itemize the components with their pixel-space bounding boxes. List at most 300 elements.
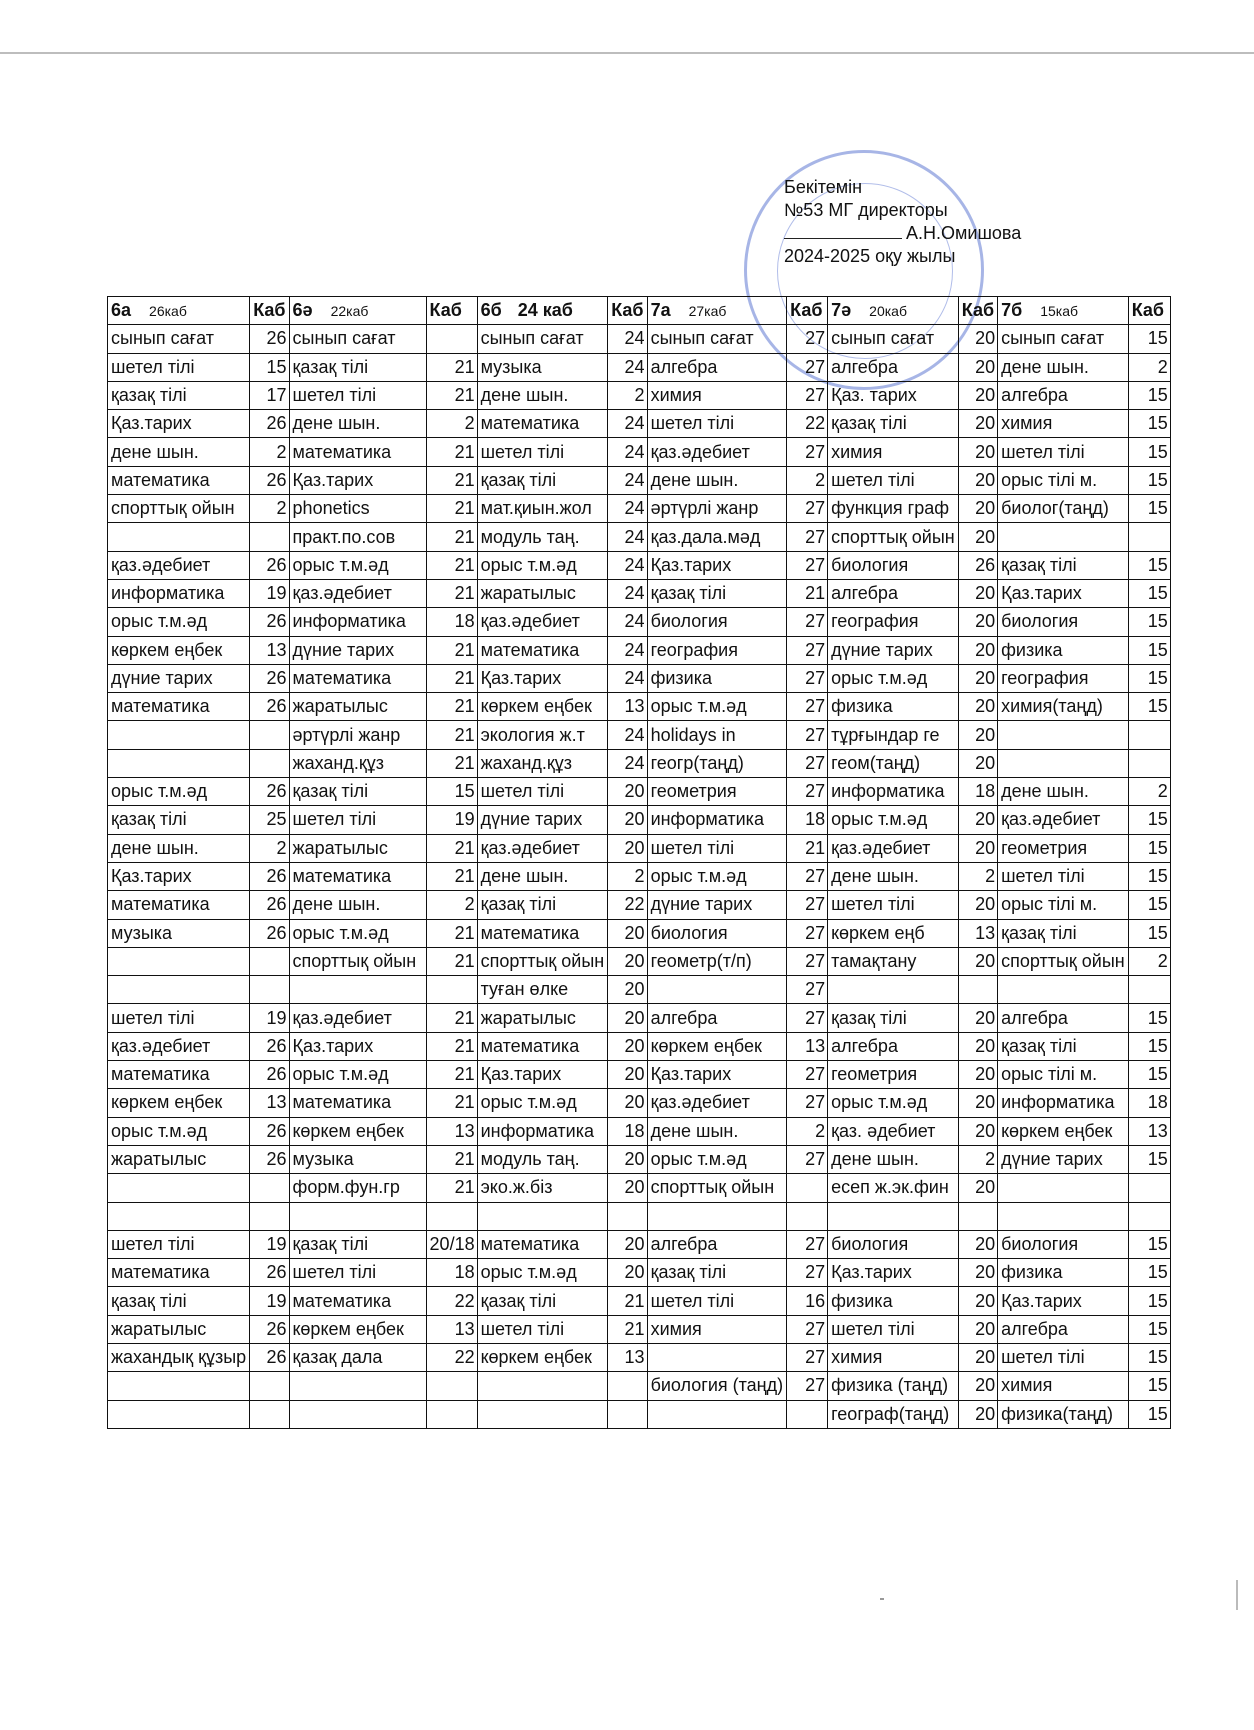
subject-cell: орыс тілі м. [998, 466, 1129, 494]
subject-cell: сынып сағат [289, 325, 426, 353]
room-cell: 20 [608, 806, 647, 834]
subject-cell: қаз.дала.мәд [647, 523, 787, 551]
room-cell: 27 [787, 438, 828, 466]
schedule-row [108, 1061, 1171, 1089]
header-class-6b: 6б 24 каб [477, 297, 608, 325]
subject-cell: химия [647, 1315, 787, 1343]
room-cell: 27 [787, 919, 828, 947]
schedule-row [108, 353, 1171, 381]
header-class-7a: 7а 27каб [647, 297, 787, 325]
subject-cell: қазақ тілі [477, 1287, 608, 1315]
room-cell [1128, 1174, 1170, 1202]
subject-cell: жаратылыс [289, 834, 426, 862]
room-cell [250, 1174, 289, 1202]
schedule-row [108, 749, 1171, 777]
room-cell: 27 [787, 664, 828, 692]
room-cell: 26 [250, 1061, 289, 1089]
room-cell: 21 [426, 551, 477, 579]
room-cell: 2 [426, 410, 477, 438]
room-cell: 27 [787, 1089, 828, 1117]
room-cell: 13 [426, 1117, 477, 1145]
subject-cell: көркем еңбек [477, 693, 608, 721]
room-cell [1128, 1202, 1170, 1230]
room-cell: 20 [958, 834, 997, 862]
room-cell: 27 [787, 1259, 828, 1287]
room-cell [250, 749, 289, 777]
subject-cell: көркем еңбек [647, 1032, 787, 1060]
subject-cell: сынып сағат [477, 325, 608, 353]
subject-cell: алгебра [647, 1230, 787, 1258]
subject-cell: химия [828, 1343, 959, 1371]
schedule-row [108, 1372, 1171, 1400]
subject-cell [108, 721, 250, 749]
subject-cell: физика [647, 664, 787, 692]
subject-cell: орыс т.м.әд [108, 608, 250, 636]
subject-cell: көркем еңбек [477, 1343, 608, 1371]
room-cell: 2 [787, 1117, 828, 1145]
subject-cell: орыс т.м.әд [108, 1117, 250, 1145]
room-cell: 20 [958, 1400, 997, 1428]
room-cell: 24 [608, 410, 647, 438]
room-cell [426, 1372, 477, 1400]
room-cell: 26 [958, 551, 997, 579]
room-cell: 15 [1128, 636, 1170, 664]
room-cell: 2 [608, 381, 647, 409]
room-cell: 20 [608, 778, 647, 806]
room-cell: 22 [426, 1343, 477, 1371]
room-cell: 21 [426, 381, 477, 409]
room-cell: 20 [958, 381, 997, 409]
room-cell: 27 [787, 523, 828, 551]
approval-year: 2024-2025 оқу жылы [784, 246, 956, 266]
subject-cell: география [647, 636, 787, 664]
room-cell: 21 [426, 579, 477, 607]
room-cell: 20/18 [426, 1230, 477, 1258]
subject-cell [998, 523, 1129, 551]
room-cell: 20 [958, 664, 997, 692]
subject-cell: алгебра [828, 353, 959, 381]
subject-cell: математика [289, 664, 426, 692]
room-cell [426, 325, 477, 353]
room-cell: 24 [608, 325, 647, 353]
room-cell: 26 [250, 862, 289, 890]
subject-cell [828, 976, 959, 1004]
subject-cell [477, 1202, 608, 1230]
subject-cell: математика [477, 1230, 608, 1258]
room-cell [787, 1174, 828, 1202]
room-cell: 27 [787, 353, 828, 381]
subject-cell: форм.фун.гр [289, 1174, 426, 1202]
subject-cell: шетел тілі [289, 381, 426, 409]
header-class-6a: 6а 26каб [108, 297, 250, 325]
subject-cell: шетел тілі [647, 410, 787, 438]
subject-cell: модуль таң. [477, 523, 608, 551]
schedule-row [108, 1032, 1171, 1060]
room-cell: 20 [958, 1230, 997, 1258]
subject-cell: шетел тілі [998, 438, 1129, 466]
room-cell: 21 [426, 664, 477, 692]
room-cell: 24 [608, 438, 647, 466]
room-cell: 15 [1128, 693, 1170, 721]
subject-cell: қазақ тілі [828, 1004, 959, 1032]
room-cell: 27 [787, 1372, 828, 1400]
room-cell: 15 [1128, 551, 1170, 579]
schedule-row [108, 976, 1171, 1004]
subject-cell: қазақ тілі [289, 1230, 426, 1258]
subject-cell: дене шын. [289, 891, 426, 919]
room-cell: 15 [1128, 438, 1170, 466]
room-cell: 27 [787, 495, 828, 523]
subject-cell: әртүрлі жанр [647, 495, 787, 523]
room-cell: 2 [1128, 947, 1170, 975]
room-cell: 27 [787, 1315, 828, 1343]
room-cell: 20 [608, 976, 647, 1004]
subject-cell [998, 721, 1129, 749]
room-cell: 21 [426, 1032, 477, 1060]
room-cell [1128, 721, 1170, 749]
subject-cell: шетел тілі [108, 1004, 250, 1032]
room-cell [250, 1372, 289, 1400]
room-cell: 24 [608, 466, 647, 494]
room-cell: 27 [787, 862, 828, 890]
room-cell: 15 [1128, 664, 1170, 692]
room-cell: 2 [787, 466, 828, 494]
signature-line [784, 224, 902, 239]
room-cell [250, 976, 289, 1004]
room-cell: 18 [787, 806, 828, 834]
room-cell [426, 1202, 477, 1230]
schedule-row [108, 919, 1171, 947]
subject-cell [998, 1202, 1129, 1230]
subject-cell: информатика [828, 778, 959, 806]
subject-cell: Қаз.тарих [828, 1259, 959, 1287]
subject-cell: спорттық ойын [828, 523, 959, 551]
schedule-row [108, 1343, 1171, 1371]
room-cell: 13 [608, 693, 647, 721]
subject-cell: информатика [108, 579, 250, 607]
room-cell: 20 [958, 466, 997, 494]
subject-cell: дене шын. [998, 353, 1129, 381]
room-cell: 19 [426, 806, 477, 834]
subject-cell: мат.қиын.жол [477, 495, 608, 523]
room-cell: 21 [426, 353, 477, 381]
room-cell: 26 [250, 1117, 289, 1145]
subject-cell: математика [477, 636, 608, 664]
approval-name: А.Н.Омишова [906, 223, 1022, 243]
subject-cell: математика [289, 438, 426, 466]
subject-cell: алгебра [998, 1315, 1129, 1343]
subject-cell: математика [289, 862, 426, 890]
room-cell: 21 [426, 1061, 477, 1089]
room-cell: 24 [608, 636, 647, 664]
subject-cell: Қаз.тарих [108, 862, 250, 890]
header-room: Каб [426, 297, 477, 325]
subject-cell: химия(таңд) [998, 693, 1129, 721]
room-cell: 26 [250, 1315, 289, 1343]
room-cell: 19 [250, 579, 289, 607]
subject-cell: информатика [477, 1117, 608, 1145]
subject-cell: спорттық ойын [108, 495, 250, 523]
subject-cell: математика [477, 919, 608, 947]
room-cell: 15 [1128, 579, 1170, 607]
subject-cell: қаз.әдебиет [289, 579, 426, 607]
room-cell: 15 [1128, 834, 1170, 862]
room-cell: 20 [958, 749, 997, 777]
room-cell: 19 [250, 1287, 289, 1315]
room-cell: 21 [426, 1004, 477, 1032]
subject-cell [108, 976, 250, 1004]
subject-cell [108, 1202, 250, 1230]
schedule-row [108, 410, 1171, 438]
room-cell: 13 [250, 636, 289, 664]
room-cell: 21 [426, 523, 477, 551]
subject-cell: эко.ж.біз [477, 1174, 608, 1202]
subject-cell: қазақ тілі [998, 919, 1129, 947]
room-cell [250, 1202, 289, 1230]
subject-cell: қазақ тілі [647, 579, 787, 607]
subject-cell: дүние тарих [647, 891, 787, 919]
subject-cell: көркем еңб [828, 919, 959, 947]
subject-cell: геометрия [998, 834, 1129, 862]
room-cell: 16 [787, 1287, 828, 1315]
room-cell: 26 [250, 466, 289, 494]
schedule-row [108, 551, 1171, 579]
room-cell: 27 [787, 636, 828, 664]
subject-cell: музыка [289, 1145, 426, 1173]
room-cell: 20 [958, 579, 997, 607]
subject-cell: биология [998, 608, 1129, 636]
subject-cell: алгебра [828, 1032, 959, 1060]
subject-cell: дене шын. [477, 862, 608, 890]
room-cell: 21 [426, 721, 477, 749]
subject-cell: Қаз.тарих [647, 551, 787, 579]
room-cell: 24 [608, 608, 647, 636]
subject-cell: экология ж.т [477, 721, 608, 749]
room-cell: 20 [608, 1259, 647, 1287]
room-cell: 21 [426, 1145, 477, 1173]
approval-block [784, 176, 1084, 268]
schedule-row [108, 636, 1171, 664]
schedule-row [108, 1117, 1171, 1145]
room-cell [608, 1400, 647, 1428]
subject-cell: математика [108, 1061, 250, 1089]
room-cell: 20 [958, 1315, 997, 1343]
room-cell: 27 [787, 1061, 828, 1089]
schedule-row [108, 579, 1171, 607]
subject-cell: қазақ тілі [108, 806, 250, 834]
schedule-row [108, 1287, 1171, 1315]
subject-cell: алгебра [998, 1004, 1129, 1032]
subject-cell: орыс тілі м. [998, 891, 1129, 919]
subject-cell: дене шын. [108, 834, 250, 862]
room-cell: 15 [1128, 1372, 1170, 1400]
subject-cell: жаханд.құз [477, 749, 608, 777]
subject-cell: holidays in [647, 721, 787, 749]
schedule-row [108, 721, 1171, 749]
room-cell: 24 [608, 579, 647, 607]
subject-cell: биология [828, 1230, 959, 1258]
subject-cell: химия [998, 1372, 1129, 1400]
subject-cell: орыс т.м.әд [828, 806, 959, 834]
subject-cell: геогр(таңд) [647, 749, 787, 777]
subject-cell: қаз.әдебиет [828, 834, 959, 862]
subject-cell: орыс т.м.әд [647, 862, 787, 890]
room-cell: 15 [250, 353, 289, 381]
room-cell: 27 [787, 778, 828, 806]
subject-cell: орыс т.м.әд [289, 551, 426, 579]
room-cell: 2 [608, 862, 647, 890]
room-cell: 20 [958, 410, 997, 438]
room-cell: 21 [426, 1089, 477, 1117]
schedule-row [108, 1202, 1171, 1230]
subject-cell: орыс т.м.әд [289, 1061, 426, 1089]
room-cell: 21 [426, 862, 477, 890]
room-cell: 21 [787, 579, 828, 607]
schedule-table [107, 296, 1171, 1429]
room-cell: 15 [1128, 891, 1170, 919]
subject-cell: информатика [998, 1089, 1129, 1117]
room-cell: 20 [608, 919, 647, 947]
room-cell [250, 947, 289, 975]
subject-cell: сынып сағат [647, 325, 787, 353]
room-cell: 27 [787, 325, 828, 353]
subject-cell: орыс тілі м. [998, 1061, 1129, 1089]
subject-cell: көркем еңбек [108, 1089, 250, 1117]
room-cell: 20 [958, 1174, 997, 1202]
schedule-row [108, 381, 1171, 409]
room-cell [608, 1202, 647, 1230]
room-cell: 18 [608, 1117, 647, 1145]
room-cell: 2 [958, 1145, 997, 1173]
subject-cell: музыка [477, 353, 608, 381]
room-cell: 15 [1128, 1004, 1170, 1032]
subject-cell [108, 1400, 250, 1428]
room-cell: 20 [608, 1145, 647, 1173]
subject-cell: биология [828, 551, 959, 579]
subject-cell: орыс т.м.әд [477, 551, 608, 579]
subject-cell: туған өлке [477, 976, 608, 1004]
subject-cell: жахандық құзыр [108, 1343, 250, 1371]
subject-cell: қазақ тілі [477, 891, 608, 919]
subject-cell: шетел тілі [647, 1287, 787, 1315]
subject-cell: әртүрлі жанр [289, 721, 426, 749]
schedule-row [108, 1259, 1171, 1287]
subject-cell: шетел тілі [477, 438, 608, 466]
subject-cell: спорттық ойын [289, 947, 426, 975]
room-cell: 15 [1128, 1343, 1170, 1371]
room-cell: 20 [958, 1089, 997, 1117]
scan-mark [1236, 1580, 1238, 1610]
room-cell: 2 [426, 891, 477, 919]
schedule-row [108, 325, 1171, 353]
room-cell: 27 [787, 1343, 828, 1371]
subject-cell: орыс т.м.әд [289, 919, 426, 947]
room-cell: 24 [608, 353, 647, 381]
room-cell: 15 [1128, 1032, 1170, 1060]
room-cell [250, 523, 289, 551]
room-cell [1128, 749, 1170, 777]
approval-title: Бекітемін [784, 177, 863, 197]
schedule-row [108, 778, 1171, 806]
schedule-row [108, 891, 1171, 919]
room-cell [787, 1400, 828, 1428]
subject-cell: химия [647, 381, 787, 409]
subject-cell [289, 1202, 426, 1230]
room-cell [1128, 523, 1170, 551]
subject-cell: қазақ тілі [647, 1259, 787, 1287]
schedule-row [108, 1230, 1171, 1258]
room-cell: 26 [250, 664, 289, 692]
room-cell: 20 [958, 495, 997, 523]
room-cell: 21 [426, 919, 477, 947]
subject-cell: математика [477, 1032, 608, 1060]
subject-cell [647, 1202, 787, 1230]
room-cell: 27 [787, 976, 828, 1004]
subject-cell: Қаз.тарих [998, 579, 1129, 607]
subject-cell: шетел тілі [289, 1259, 426, 1287]
room-cell: 26 [250, 325, 289, 353]
schedule-row [108, 1004, 1171, 1032]
room-cell: 13 [426, 1315, 477, 1343]
room-cell: 27 [787, 693, 828, 721]
room-cell: 15 [1128, 1287, 1170, 1315]
subject-cell: шетел тілі [998, 1343, 1129, 1371]
room-cell: 15 [1128, 495, 1170, 523]
subject-cell: дүние тарих [828, 636, 959, 664]
subject-cell: дүние тарих [998, 1145, 1129, 1173]
subject-cell: сынып сағат [998, 325, 1129, 353]
room-cell: 20 [958, 523, 997, 551]
subject-cell: қаз. әдебиет [828, 1117, 959, 1145]
room-cell: 20 [958, 1061, 997, 1089]
subject-cell: физика (таңд) [828, 1372, 959, 1400]
schedule-row [108, 523, 1171, 551]
room-cell: 20 [608, 1004, 647, 1032]
subject-cell: геометр(т/п) [647, 947, 787, 975]
subject-cell: қаз.әдебиет [108, 1032, 250, 1060]
subject-cell: қаз.әдебиет [647, 438, 787, 466]
header-room: Каб [958, 297, 997, 325]
subject-cell [289, 1400, 426, 1428]
room-cell: 21 [426, 749, 477, 777]
subject-cell: физика [998, 1259, 1129, 1287]
room-cell [250, 721, 289, 749]
room-cell: 26 [250, 608, 289, 636]
subject-cell [647, 1400, 787, 1428]
room-cell: 27 [787, 1004, 828, 1032]
subject-cell: Қаз.тарих [289, 466, 426, 494]
room-cell: 27 [787, 1145, 828, 1173]
room-cell: 2 [250, 834, 289, 862]
subject-cell: геометрия [647, 778, 787, 806]
subject-cell: Қаз.тарих [647, 1061, 787, 1089]
room-cell: 26 [250, 919, 289, 947]
subject-cell: математика [289, 1287, 426, 1315]
room-cell: 13 [608, 1343, 647, 1371]
room-cell [250, 1400, 289, 1428]
room-cell: 26 [250, 1032, 289, 1060]
room-cell [1128, 976, 1170, 1004]
schedule-header-row [108, 297, 1171, 325]
room-cell: 20 [958, 693, 997, 721]
room-cell: 27 [787, 551, 828, 579]
room-cell: 26 [250, 891, 289, 919]
subject-cell: қазақ тілі [289, 778, 426, 806]
room-cell: 27 [787, 749, 828, 777]
subject-cell: қаз.әдебиет [108, 551, 250, 579]
subject-cell [108, 947, 250, 975]
subject-cell: алгебра [998, 381, 1129, 409]
